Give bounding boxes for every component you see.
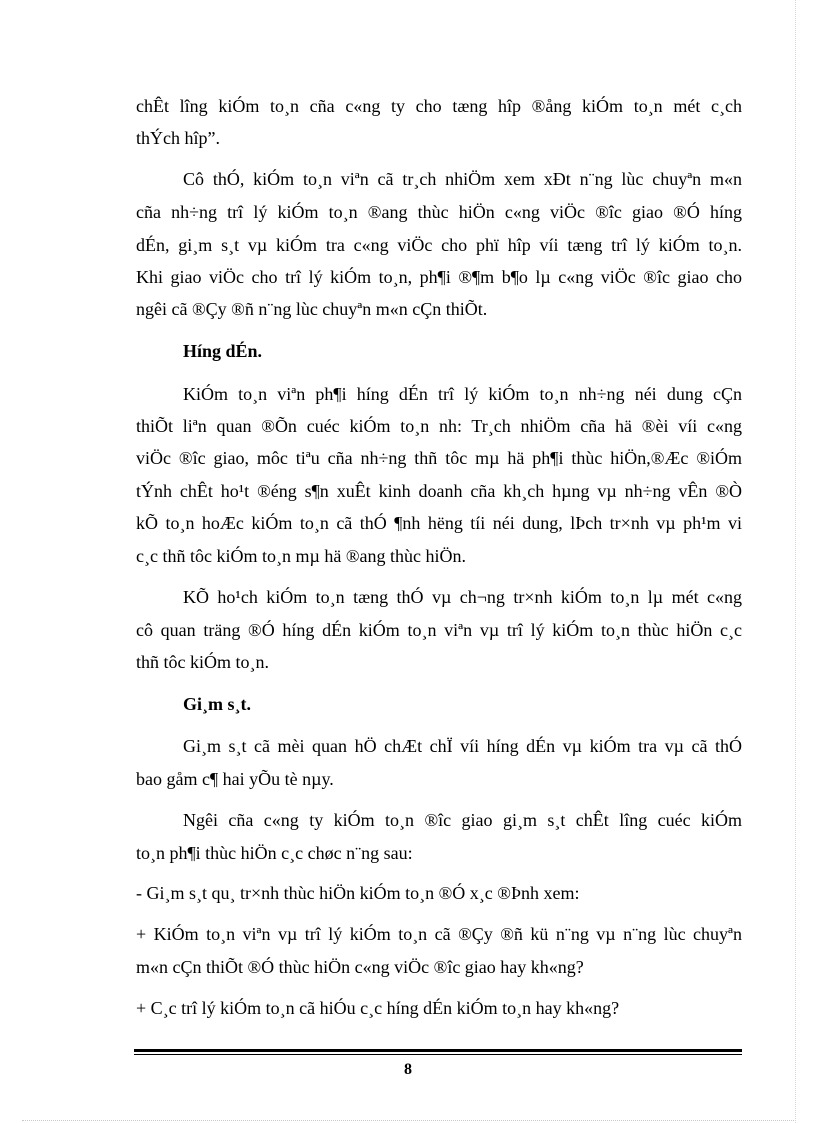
body-text-line: bao gåm c¶ hai yÕu tè nµy. [136,769,334,789]
body-text-line: chÊt lîng kiÓm to¸n cña c«ng ty cho tæng hîp ®ång kiÓm to¸n mét c¸ch [136,96,742,116]
body-text-line: Gi¸m s¸t cã mèi quan hÖ chÆt chÏ víi híng dÉn vµ kiÓm tra vµ cã thÓ [183,736,742,756]
list-item: + KiÓm to¸n viªn vµ trî lý kiÓm to¸n cã ®Çy ®ñ kü n¨ng vµ n¨ng lùc chuyªn [136,924,742,944]
body-text-line: cô quan träng ®Ó híng dÉn kiÓm to¸n viªn vµ trî lý kiÓm to¸n thùc hiÖn c¸c [136,620,742,640]
footer-rule-thick [134,1049,742,1052]
body-text-line: thñ tôc kiÓm to¸n. [136,652,269,672]
body-text-line: KiÓm to¸n viªn ph¶i híng dÉn trî lý kiÓm to¸n nh÷ng néi dung cÇn [183,384,742,404]
section-heading: Gi¸m s¸t. [183,694,251,714]
body-text-line: Ngêi cña c«ng ty kiÓm to¸n ®îc giao gi¸m s¸t chÊt lîng cuéc kiÓm [183,810,742,830]
body-text-line: KÕ ho¹ch kiÓm to¸n tæng thÓ vµ ch¬ng tr×nh kiÓm to¸n lµ mét c«ng [183,587,742,607]
body-text-line: viÖc ®îc giao, môc tiªu cña nh÷ng thñ tôc mµ hä ph¶i thùc hiÖn,®Æc ®iÓm [136,448,742,468]
body-text-line: thiÕt liªn quan ®Õn cuéc kiÓm to¸n nh: Tr¸ch nhiÖm cña hä ®èi víi c«ng [136,416,742,436]
list-item: + C¸c trî lý kiÓm to¸n cã hiÓu c¸c híng dÉn kiÓm to¸n hay kh«ng? [136,998,620,1018]
list-item: - Gi¸m s¸t qu¸ tr×nh thùc hiÖn kiÓm to¸n ®Ó x¸c ®Þnh xem: [136,883,580,903]
footer-rule-thin [134,1054,742,1055]
body-text-line: Cô thÓ, kiÓm to¸n viªn cã tr¸ch nhiÖm xem xÐt n¨ng lùc chuyªn m«n [183,169,742,189]
body-text-line: cña nh÷ng trî lý kiÓm to¸n ®ang thùc hiÖn c«ng viÖc ®îc giao ®Ó híng [136,202,742,222]
page-number: 8 [404,1061,412,1078]
body-text-line: kÕ to¸n hoÆc kiÓm to¸n cã thÓ ¶nh hëng tíi néi dung, lÞch tr×nh vµ ph¹m vi [136,513,742,533]
page-edge-dotted-line [795,0,796,1123]
body-text-line: Khi giao viÖc cho trî lý kiÓm to¸n, ph¶i ®¶m b¶o lµ c«ng viÖc ®îc giao cho [136,267,742,287]
body-text-line: dÉn, gi¸m s¸t vµ kiÓm tra c«ng viÖc cho phï hîp víi tæng trî lý kiÓm to¸n. [136,235,742,255]
section-heading: Híng dÉn. [183,341,263,361]
body-text-line: ngêi cã ®Çy ®ñ n¨ng lùc chuyªn m«n cÇn thiÕt. [136,299,488,319]
page-edge-dotted-line [22,1120,794,1121]
list-item-continuation: m«n cÇn thiÕt ®Ó thùc hiÖn c«ng viÖc ®îc giao hay kh«ng? [136,957,584,977]
body-text-line: tÝnh chÊt ho¹t ®éng s¶n xuÊt kinh doanh cña kh¸ch hµng vµ nh÷ng vÊn ®Ò [136,481,742,501]
body-text-line: to¸n ph¶i thùc hiÖn c¸c chøc n¨ng sau: [136,843,413,863]
body-text-line: thÝch hîp”. [136,128,220,148]
body-text-line: c¸c thñ tôc kiÓm to¸n mµ hä ®ang thùc hiÖn. [136,546,466,566]
